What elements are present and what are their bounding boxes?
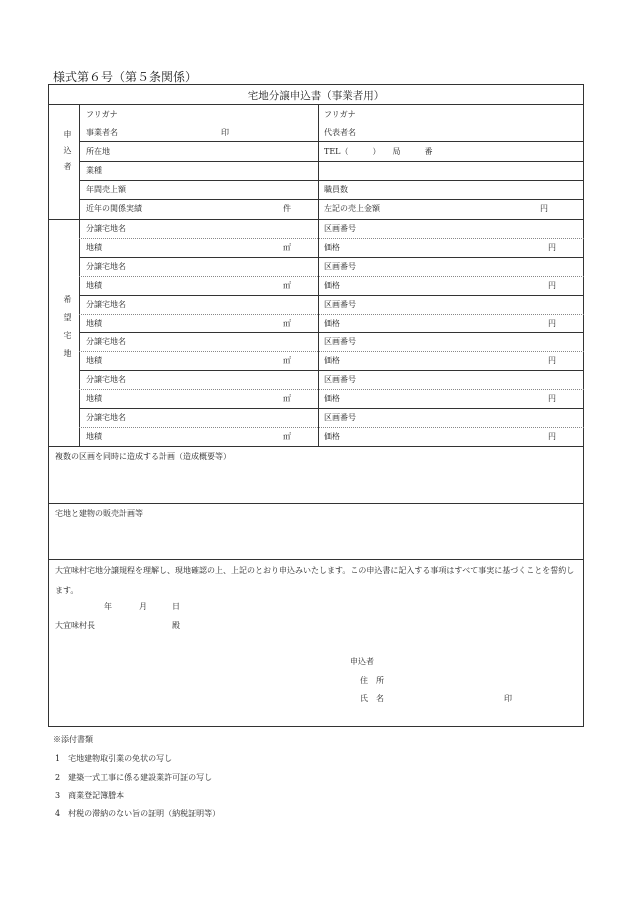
date-month: 月 (139, 602, 147, 611)
form-title: 宅地分譲申込書（事業者用） (247, 90, 385, 102)
divider (49, 559, 583, 560)
price-label: 価格 (324, 356, 340, 366)
block-number-label: 区画番号 (324, 299, 356, 309)
attachment-item: 1 宅地建物取引業の免状の写し (55, 754, 173, 763)
employees-label: 職員数 (324, 185, 348, 194)
price-label: 価格 (324, 318, 340, 328)
divider (79, 389, 584, 390)
block-number-label: 区画番号 (324, 337, 356, 347)
lot-name-label: 分譲宅地名 (86, 224, 126, 233)
signer-seal-mark: 印 (504, 694, 512, 703)
price-label: 価格 (324, 432, 340, 441)
block-number-label: 区画番号 (324, 375, 356, 385)
price-unit: 円 (548, 432, 556, 441)
divider (79, 370, 583, 371)
divider (79, 180, 583, 181)
signer-label: 申込者 (350, 657, 374, 666)
block-number-label: 区画番号 (324, 261, 356, 271)
price-unit: 円 (548, 280, 556, 290)
furigana-left: フリガナ (86, 110, 118, 119)
attachment-item: 2 建築一式工事に係る建設業許可証の写し (55, 773, 213, 782)
application-form (48, 84, 584, 727)
area-unit: ㎡ (283, 243, 291, 252)
area-unit: ㎡ (283, 318, 291, 328)
divider (79, 276, 584, 277)
block-number-label: 区画番号 (324, 413, 356, 422)
sales-amount-label: 左記の売上金額 (324, 204, 380, 213)
price-unit: 円 (548, 318, 556, 328)
block-number-label: 区画番号 (324, 224, 356, 233)
addressee: 大宜味村長 (55, 621, 95, 630)
form-number-label: 様式第６号（第５条関係） (53, 70, 198, 84)
signer-name-label: 氏 名 (360, 694, 384, 703)
industry-label: 業種 (86, 166, 102, 175)
furigana-right: フリガナ (324, 110, 356, 119)
divider (49, 219, 583, 220)
area-label: 地積 (86, 432, 102, 441)
area-label: 地積 (86, 318, 102, 328)
honorific: 殿 (172, 621, 180, 630)
multi-lot-plan-label: 複数の区画を同時に造成する計画（造成概要等） (55, 452, 231, 461)
lot-name-label: 分譲宅地名 (86, 299, 126, 309)
price-unit: 円 (548, 394, 556, 404)
price-unit: 円 (548, 356, 556, 366)
divider (79, 199, 583, 200)
representative-label: 代表者名 (324, 128, 356, 137)
price-label: 価格 (324, 243, 340, 252)
price-unit: 円 (548, 243, 556, 252)
divider (79, 332, 583, 333)
attachment-item: 3 商業登記簿謄本 (55, 791, 125, 800)
divider (49, 503, 583, 504)
divider (79, 295, 583, 296)
date-day: 日 (172, 602, 180, 611)
annual-sales-label: 年間売上額 (86, 185, 126, 194)
seal-mark: 印 (221, 128, 229, 137)
area-label: 地積 (86, 394, 102, 404)
area-unit: ㎡ (283, 356, 291, 366)
attachments-heading: ※添付書類 (53, 735, 93, 744)
business-name-label: 事業者名 (86, 128, 118, 137)
date-year: 年 (104, 602, 112, 611)
record-unit: 件 (283, 204, 291, 213)
lot-name-label: 分譲宅地名 (86, 261, 126, 271)
price-label: 価格 (324, 280, 340, 290)
divider (79, 238, 584, 239)
signer-address-label: 住 所 (360, 676, 384, 685)
area-label: 地積 (86, 356, 102, 366)
area-unit: ㎡ (283, 394, 291, 404)
price-label: 価格 (324, 394, 340, 404)
divider (79, 427, 584, 428)
applicant-section-label: 申込者 (63, 130, 72, 178)
divider (79, 351, 584, 352)
divider (79, 257, 583, 258)
address-label: 所在地 (86, 147, 110, 156)
lot-name-label: 分譲宅地名 (86, 375, 126, 385)
yen-unit: 円 (540, 204, 548, 213)
area-unit: ㎡ (283, 280, 291, 290)
declaration-text: 大宜味村宅地分譲規程を理解し、現地確認の上、上記のとおり申込みいたします。この申込書に記入する事項はすべて事実に基づくことを誓約します。 (55, 566, 575, 595)
tel-label: TEL（ ） 局 番 (324, 147, 433, 156)
divider (49, 446, 583, 447)
divider (49, 104, 583, 105)
divider (79, 408, 583, 409)
recent-record-label: 近年の関係実績 (86, 204, 142, 213)
divider (79, 314, 584, 315)
area-label: 地積 (86, 243, 102, 252)
lot-name-label: 分譲宅地名 (86, 337, 126, 347)
divider (79, 141, 583, 142)
area-unit: ㎡ (283, 432, 291, 441)
sales-plan-label: 宅地と建物の販売計画等 (55, 509, 143, 518)
desired-lots-section-label: 希望宅地 (63, 295, 72, 367)
attachment-item: 4 村税の滞納のない旨の証明（納税証明等） (55, 809, 221, 818)
area-label: 地積 (86, 280, 102, 290)
divider (79, 161, 583, 162)
lot-name-label: 分譲宅地名 (86, 413, 126, 422)
